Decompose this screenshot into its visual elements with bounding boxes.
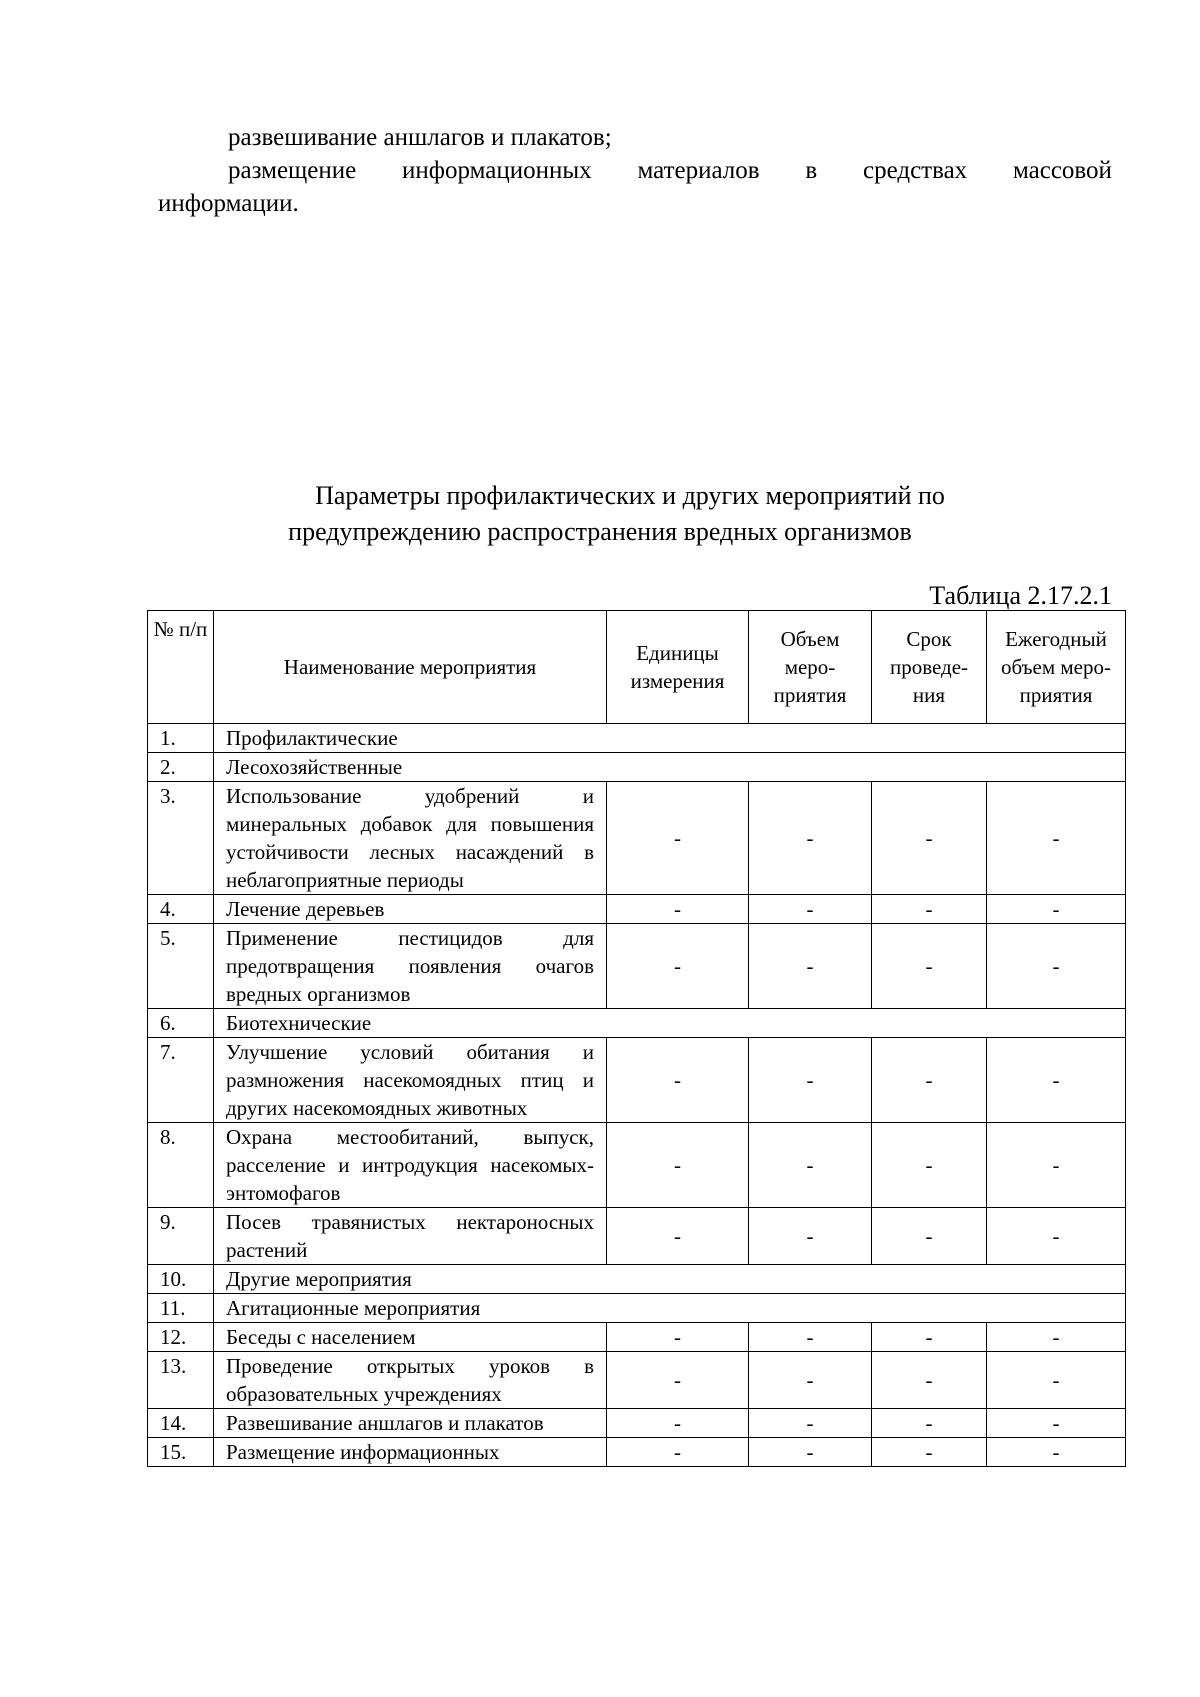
value-annual: - <box>987 782 1126 895</box>
value-annual: - <box>987 895 1126 924</box>
section-heading: Другие мероприятия <box>214 1265 1126 1294</box>
intro-word: средствах <box>863 157 968 184</box>
table-row <box>148 1208 1126 1265</box>
table-row <box>148 1438 1126 1467</box>
value-volume: - <box>749 1409 872 1438</box>
intro-line-3: информации. <box>158 190 299 217</box>
table-row <box>148 724 1126 753</box>
row-number: 9. <box>148 1208 214 1265</box>
value-volume: - <box>749 924 872 1009</box>
intro-word: в <box>805 157 818 184</box>
value-term: - <box>872 1323 987 1352</box>
measure-name: Использование удобрений и минеральных добавок для повышения устойчивости лесных насаждений в неблагоприятные периоды <box>214 782 607 895</box>
measure-name: Применение пестицидов для предотвращения появления очагов вредных организмов <box>214 924 607 1009</box>
table-number: Таблица 2.17.2.1 <box>929 581 1112 610</box>
header-term: Срок проведе-ния <box>872 611 987 724</box>
row-number: 12. <box>148 1323 214 1352</box>
row-number: 4. <box>148 895 214 924</box>
intro-word: массовой <box>1012 157 1112 184</box>
value-term: - <box>872 924 987 1009</box>
row-number: 5. <box>148 924 214 1009</box>
row-number: 10. <box>148 1265 214 1294</box>
table-caption <box>0 478 1200 550</box>
value-unit: - <box>607 1409 749 1438</box>
section-heading: Профилактические <box>214 724 1126 753</box>
intro-word: материалов <box>637 157 760 184</box>
value-volume: - <box>749 1123 872 1208</box>
measure-name: Посев травянистых нектароносных растений <box>214 1208 607 1265</box>
table-row <box>148 1352 1126 1409</box>
value-term: - <box>872 895 987 924</box>
row-number: 8. <box>148 1123 214 1208</box>
header-unit: Единицы измерения <box>607 611 749 724</box>
table-row <box>148 1265 1126 1294</box>
header-name: Наименование мероприятия <box>214 611 607 724</box>
value-annual: - <box>987 1323 1126 1352</box>
table-row <box>148 1294 1126 1323</box>
value-term: - <box>872 1208 987 1265</box>
measures-table <box>147 610 1126 1467</box>
value-annual: - <box>987 1438 1126 1467</box>
section-heading: Агитационные мероприятия <box>214 1294 1126 1323</box>
value-annual: - <box>987 1123 1126 1208</box>
value-annual: - <box>987 924 1126 1009</box>
value-term: - <box>872 1409 987 1438</box>
value-annual: - <box>987 1409 1126 1438</box>
value-annual: - <box>987 1038 1126 1123</box>
value-term: - <box>872 782 987 895</box>
header-annual: Ежегодный объем меро-приятия <box>987 611 1126 724</box>
intro-line-1: развешивание аншлагов и плакатов; <box>228 124 612 151</box>
value-term: - <box>872 1123 987 1208</box>
row-number: 2. <box>148 753 214 782</box>
value-volume: - <box>749 782 872 895</box>
header-num: № п/п <box>148 611 214 724</box>
header-volume: Объем меро-приятия <box>749 611 872 724</box>
table-row <box>148 1323 1126 1352</box>
row-number: 1. <box>148 724 214 753</box>
value-annual: - <box>987 1208 1126 1265</box>
table-row <box>148 924 1126 1009</box>
value-unit: - <box>607 1038 749 1123</box>
value-unit: - <box>607 924 749 1009</box>
value-unit: - <box>607 782 749 895</box>
value-volume: - <box>749 1323 872 1352</box>
intro-word: информационных <box>402 157 592 184</box>
intro-word: размещение <box>228 157 357 184</box>
caption-title-line-2: предупреждению распространения вредных организмов <box>288 517 912 546</box>
measure-name: Охрана местообитаний, выпуск, расселение и интродукция насекомых-энтомофагов <box>214 1123 607 1208</box>
section-heading: Биотехнические <box>214 1009 1126 1038</box>
table-row <box>148 1009 1126 1038</box>
value-unit: - <box>607 1123 749 1208</box>
table-row <box>148 1123 1126 1208</box>
row-number: 11. <box>148 1294 214 1323</box>
value-volume: - <box>749 1038 872 1123</box>
table-row <box>148 1409 1126 1438</box>
measure-name: Лечение деревьев <box>214 895 607 924</box>
value-unit: - <box>607 895 749 924</box>
measure-name: Беседы с населением <box>214 1323 607 1352</box>
value-unit: - <box>607 1208 749 1265</box>
caption-title-line-1: Параметры профилактических и других мероприятий по <box>315 481 945 510</box>
table-row <box>148 753 1126 782</box>
value-volume: - <box>749 895 872 924</box>
row-number: 14. <box>148 1409 214 1438</box>
section-heading: Лесохозяйственные <box>214 753 1126 782</box>
measure-name: Проведение открытых уроков в образовательных учреждениях <box>214 1352 607 1409</box>
row-number: 7. <box>148 1038 214 1123</box>
table-row <box>148 895 1126 924</box>
measure-name: Развешивание аншлагов и плакатов <box>214 1409 607 1438</box>
value-term: - <box>872 1438 987 1467</box>
value-term: - <box>872 1038 987 1123</box>
value-unit: - <box>607 1323 749 1352</box>
value-unit: - <box>607 1438 749 1467</box>
table-row <box>148 782 1126 895</box>
value-volume: - <box>749 1438 872 1467</box>
value-term: - <box>872 1352 987 1409</box>
value-annual: - <box>987 1352 1126 1409</box>
row-number: 3. <box>148 782 214 895</box>
value-volume: - <box>749 1352 872 1409</box>
table-row <box>148 1038 1126 1123</box>
row-number: 6. <box>148 1009 214 1038</box>
value-volume: - <box>749 1208 872 1265</box>
row-number: 15. <box>148 1438 214 1467</box>
table-header-row <box>148 611 1126 724</box>
row-number: 13. <box>148 1352 214 1409</box>
value-unit: - <box>607 1352 749 1409</box>
measure-name: Улучшение условий обитания и размножения насекомоядных птиц и других насекомоядных животных <box>214 1038 607 1123</box>
intro-line-2 <box>228 154 1112 187</box>
measure-name: Размещение информационных <box>214 1438 607 1467</box>
